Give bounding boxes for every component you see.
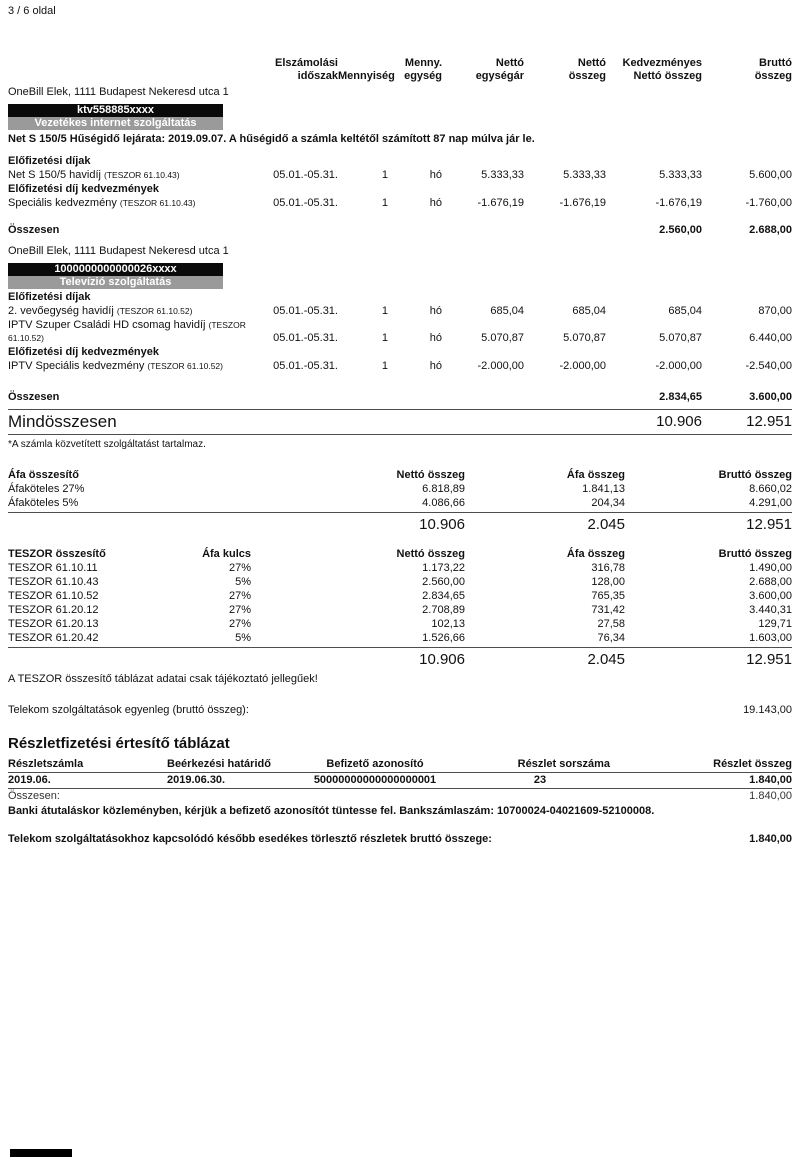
print-registration-mark: [10, 1149, 72, 1157]
subtotal-gross: 2.688,00: [749, 224, 792, 236]
item-unit-price: 5.333,33: [481, 169, 524, 181]
col-discounted-net: Kedvezményes Nettó összeg: [622, 57, 702, 82]
item-qty: 1: [381, 197, 388, 209]
vat-summary: [8, 469, 792, 534]
grand-total: [8, 410, 792, 435]
account-id-bar: ktv558885xxxx: [8, 104, 223, 117]
item-period: 05.01.-05.31.: [273, 169, 338, 181]
item-gross: 6.440,00: [749, 332, 792, 344]
service-block-tv: [8, 245, 792, 410]
item-disc-net: 5.333,33: [659, 169, 702, 181]
service-name-bar: Televízió szolgáltatás: [8, 276, 223, 289]
installment-header: Részletszámla Beérkezési határidő Befizető azonosító Részlet sorszáma Részlet összeg: [8, 758, 792, 773]
item-unit-price: 685,04: [490, 305, 524, 317]
item-net: 685,04: [572, 305, 606, 317]
col-net-unit-price: Nettó egységár: [475, 57, 524, 82]
teszor-summary-title: TESZOR összesítő: [8, 548, 106, 560]
vat-row: Áfaköteles 27% 6.818,89 1.841,13 8.660,02: [8, 483, 792, 495]
subtotal-disc-net: 2.560,00: [659, 224, 702, 236]
col-gross: Bruttó összeg: [754, 57, 792, 82]
group-title: Előfizetési díj kedvezmények: [8, 183, 160, 195]
teszor-row: TESZOR 61.10.11 27% 1.173,22 316,78 1.490,00: [8, 562, 792, 574]
teszor-disclaimer: A TESZOR összesítő táblázat adatai csak tájékoztató jellegűek!: [8, 673, 318, 685]
installment-total-label: Összesen:: [8, 790, 60, 802]
item-qty: 1: [381, 169, 388, 181]
item-period: 05.01.-05.31.: [273, 197, 338, 209]
item-gross: 870,00: [758, 305, 792, 317]
item-net: 5.070,87: [563, 332, 606, 344]
item-name: IPTV Szuper Családi HD csomag havidíj (TESZOR 61.10.52): [8, 319, 246, 343]
col-period: Elszámolási időszak: [275, 57, 338, 82]
item-row: [8, 360, 792, 373]
subtotal-label: Összesen: [8, 391, 60, 403]
service-name-bar: Vezetékes internet szolgáltatás: [8, 117, 223, 130]
grand-total-net: 10.906: [656, 413, 702, 430]
teszor-row: TESZOR 61.10.43 5% 2.560,00 128,00 2.688,00: [8, 576, 792, 588]
installment-amount: 1.840,00: [749, 774, 792, 786]
item-unit: hó: [429, 360, 442, 372]
group-title: Előfizetési díjak: [8, 291, 91, 303]
item-name: Speciális kedvezmény (TESZOR 61.10.43): [8, 197, 196, 209]
item-qty: 1: [381, 360, 388, 372]
col-net-amount: Nettó összeg: [568, 57, 606, 82]
item-unit: hó: [429, 197, 442, 209]
item-name: IPTV Speciális kedvezmény (TESZOR 61.10.52): [8, 360, 223, 372]
item-name: Net S 150/5 havidíj (TESZOR 61.10.43): [8, 169, 180, 181]
teszor-row: TESZOR 61.20.12 27% 2.708,89 731,42 3.440,31: [8, 604, 792, 616]
teszor-row: TESZOR 61.20.13 27% 102,13 27,58 129,71: [8, 618, 792, 630]
item-unit-price: -2.000,00: [477, 360, 524, 372]
installment-payer-id: 50000000000000000001: [313, 774, 437, 786]
teszor-code: (TESZOR 61.10.52): [8, 320, 246, 343]
teszor-totals: 10.906 2.045 12.951: [8, 647, 792, 669]
item-qty: 1: [381, 305, 388, 317]
teszor-code: (TESZOR 61.10.52): [147, 361, 223, 371]
customer-address: OneBill Elek, 1111 Budapest Nekeresd utca 1: [8, 86, 229, 98]
installment-invoice: 2019.06.: [8, 774, 51, 786]
block-subtotal: [8, 391, 792, 410]
grand-total-gross: 12.951: [746, 413, 792, 430]
teszor-row: TESZOR 61.20.42 5% 1.526,66 76,34 1.603,00: [8, 632, 792, 644]
item-name: 2. vevőegység havidíj (TESZOR 61.10.52): [8, 305, 193, 317]
group-title: Előfizetési díjak: [8, 155, 91, 167]
teszor-summary: [8, 548, 792, 686]
item-disc-net: -1.676,19: [655, 197, 702, 209]
teszor-code: (TESZOR 61.10.43): [104, 170, 180, 180]
installment-section: [8, 735, 792, 846]
installment-deadline: 2019.06.30.: [167, 774, 226, 786]
item-unit: hó: [429, 169, 442, 181]
item-row: [8, 169, 792, 182]
item-gross: -1.760,00: [745, 197, 792, 209]
loyalty-note: Net S 150/5 Hűségidő lejárata: 2019.09.07. A hűségidő a számla keltétől számított 87 nap múlva jár le.: [8, 133, 535, 145]
mediated-service-footnote: *A számla közvetített szolgáltatást tartalmaz.: [8, 439, 206, 450]
subtotal-label: Összesen: [8, 224, 60, 236]
installment-row: [8, 773, 792, 789]
item-period: 05.01.-05.31.: [273, 305, 338, 317]
item-row: [8, 197, 792, 210]
balance-label: Telekom szolgáltatások egyenleg (bruttó összeg):: [8, 704, 249, 716]
col-unit: Menny. egység: [404, 57, 442, 82]
service-block-internet: [8, 86, 792, 237]
block-subtotal: [8, 224, 792, 237]
teszor-row: TESZOR 61.10.52 27% 2.834,65 765,35 3.600,00: [8, 590, 792, 602]
item-unit-price: 5.070,87: [481, 332, 524, 344]
teszor-code: (TESZOR 61.10.43): [119, 198, 196, 208]
balance-value: 19.143,00: [743, 704, 792, 716]
teszor-summary-header: TESZOR összesítő Áfa kulcs Nettó összeg Áfa összeg Bruttó összeg: [8, 548, 792, 560]
item-disc-net: 5.070,87: [659, 332, 702, 344]
item-qty: 1: [381, 332, 388, 344]
item-period: 05.01.-05.31.: [273, 360, 338, 372]
subtotal-disc-net: 2.834,65: [659, 391, 702, 403]
item-disc-net: 685,04: [668, 305, 702, 317]
future-installments-label: Telekom szolgáltatásokhoz kapcsolódó később esedékes törlesztő részletek bruttó összege:: [8, 833, 492, 845]
col-quantity: Mennyiség: [338, 70, 395, 82]
item-unit: hó: [429, 305, 442, 317]
services-balance: [8, 704, 792, 717]
item-net: -2.000,00: [559, 360, 606, 372]
item-gross: -2.540,00: [745, 360, 792, 372]
item-net: -1.676,19: [559, 197, 606, 209]
bank-transfer-note: Banki átutaláskor közleményben, kérjük a befizető azonosítót tüntesse fel. Bankszámlaszám: 10700024-04021609-52100008.: [8, 805, 655, 817]
vat-totals: 10.906 2.045 12.951: [8, 512, 792, 534]
item-disc-net: -2.000,00: [655, 360, 702, 372]
vat-summary-title: Áfa összesítő: [8, 469, 79, 481]
installment-serial: 23: [533, 774, 547, 786]
page-number: 3 / 6 oldal: [8, 5, 56, 17]
item-unit: hó: [429, 332, 442, 344]
item-period: 05.01.-05.31.: [273, 332, 338, 344]
item-net: 5.333,33: [563, 169, 606, 181]
vat-summary-header: Áfa összesítő Nettó összeg Áfa összeg Bruttó összeg: [8, 469, 792, 481]
future-installments-value: 1.840,00: [749, 833, 792, 845]
item-table-header: [8, 57, 792, 83]
teszor-code: (TESZOR 61.10.52): [116, 306, 193, 316]
subtotal-gross: 3.600,00: [749, 391, 792, 403]
item-unit-price: -1.676,19: [477, 197, 524, 209]
installment-title: Részletfizetési értesítő táblázat: [8, 735, 230, 752]
item-gross: 5.600,00: [749, 169, 792, 181]
installment-total: [8, 789, 792, 803]
vat-row: Áfaköteles 5% 4.086,66 204,34 4.291,00: [8, 497, 792, 509]
account-id-bar: 1000000000000026xxxx: [8, 263, 223, 276]
future-installments: [8, 833, 792, 846]
item-row: [8, 305, 792, 318]
installment-total-amount: 1.840,00: [749, 790, 792, 802]
customer-address: OneBill Elek, 1111 Budapest Nekeresd utca 1: [8, 245, 229, 257]
group-title: Előfizetési díj kedvezmények: [8, 346, 160, 358]
item-row: [8, 319, 792, 345]
grand-total-label: Mindösszesen: [8, 412, 117, 431]
